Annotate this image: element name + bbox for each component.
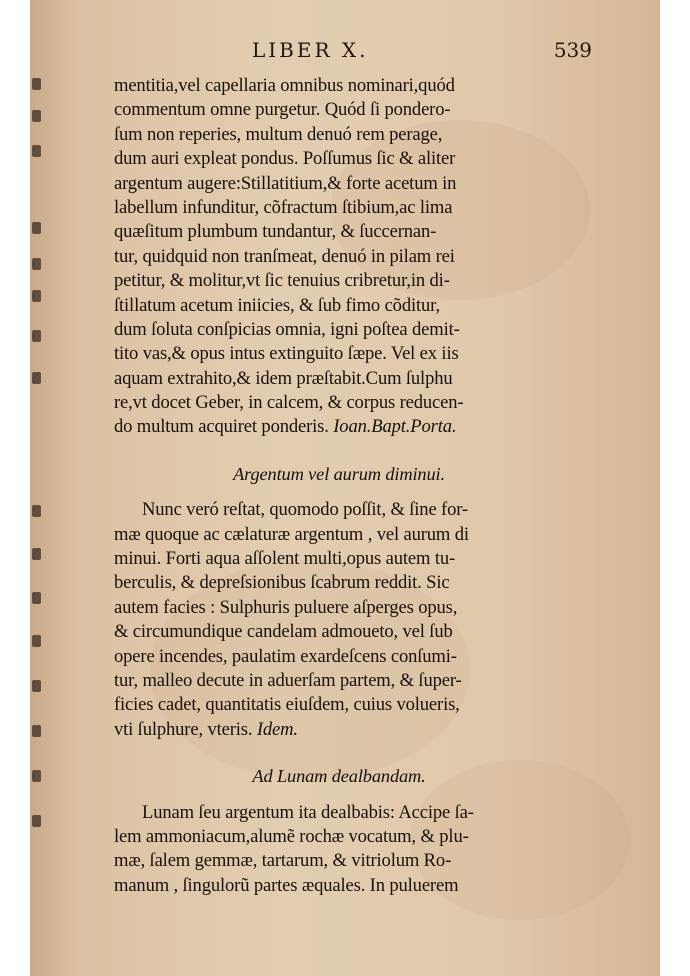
text-fragment: vti ſulphure, vteris.	[114, 718, 253, 740]
section-heading: Argentum vel aurum diminui.	[233, 463, 445, 484]
text-line: tur, quidquid non tranſmeat, denuó in pilam rei	[114, 245, 455, 267]
text-line: tur, malleo decute in aduerſam partem, & ſuper-	[114, 669, 462, 691]
bleed-through-margin	[30, 0, 52, 976]
text-line: lem ammoniacum,alumẽ rochæ vocatum, & plu-	[114, 825, 469, 847]
text-line: commentum omne purgetur. Quód ſi pondero-	[114, 99, 451, 121]
text-line: aquam extrahito,& idem præſtabit.Cum ſulphu	[114, 367, 453, 389]
attribution: Idem.	[256, 718, 298, 740]
text-line: mæ, ſalem gemmæ, tartarum, & vitriolum Ro-	[114, 850, 452, 872]
text-line: tito vas,& opus intus extinguito ſæpe. Vel ex iis	[114, 343, 459, 365]
text-line: Nunc veró reſtat, quomodo poſſit, & ſine for-	[142, 499, 468, 521]
book-title: LIBER X.	[252, 38, 369, 62]
text-line: minui. Forti aqua aſſolent multi,opus autem tu-	[114, 548, 456, 570]
book-page	[30, 0, 660, 976]
text-line: re,vt docet Geber, in calcem, & corpus reducen-	[114, 392, 464, 414]
text-line: Lunam ſeu argentum ita dealbabis: Accipe ſa-	[142, 801, 474, 823]
text-line: ficies cadet, quantitatis eiuſdem, cuius volueris,	[114, 694, 460, 716]
section-heading: Ad Lunam dealbandam.	[252, 766, 426, 787]
text-line: opere incendes, paulatim exardeſcens conſumi-	[114, 645, 457, 667]
text-line: labellum infunditur, cõfractum ſtibium,ac lima	[114, 196, 453, 218]
text-line: & circumundique candelam admoueto, vel ſub	[114, 621, 453, 643]
page-number: 539	[553, 38, 592, 62]
text-line: quæſitum plumbum tundantur, & ſuccernan-	[114, 221, 437, 243]
text-line: mentitia,vel capellaria omnibus nominari,quód	[114, 75, 455, 96]
attribution: Ioan.Bapt.Porta.	[333, 416, 457, 438]
text-line: autem facies : Sulphuris puluere aſperges opus,	[114, 596, 458, 618]
text-line: mæ quoque ac cælaturæ argentum , vel aurum di	[114, 523, 469, 545]
text-line: ſum non reperies, multum denuó rem perage,	[114, 123, 443, 145]
text-line: manum , ſingulorũ partes æquales. In puluerem	[114, 874, 459, 896]
text-line: dum ſoluta conſpicias omnia, igni poſtea demit-	[114, 318, 460, 340]
text-line-with-attribution	[114, 415, 564, 439]
text-line: petitur, & molitur,vt ſic tenuius cribretur,in di-	[114, 270, 450, 292]
text-line: dum auri expleat pondus. Poſſumus ſic & aliter	[114, 148, 456, 170]
text-line-with-attribution	[114, 718, 564, 742]
text-fragment: do multum acquiret ponderis.	[114, 416, 329, 438]
text-line: argentum augere:Stillatitium,& forte acetum in	[114, 172, 457, 194]
running-head	[252, 38, 592, 68]
text-line: ſtillatum acetum iniicies, & ſub fimo cõditur,	[114, 294, 440, 316]
text-block	[114, 74, 564, 898]
text-line: berculis, & depreſsionibus ſcabrum reddit. Sic	[114, 572, 450, 594]
